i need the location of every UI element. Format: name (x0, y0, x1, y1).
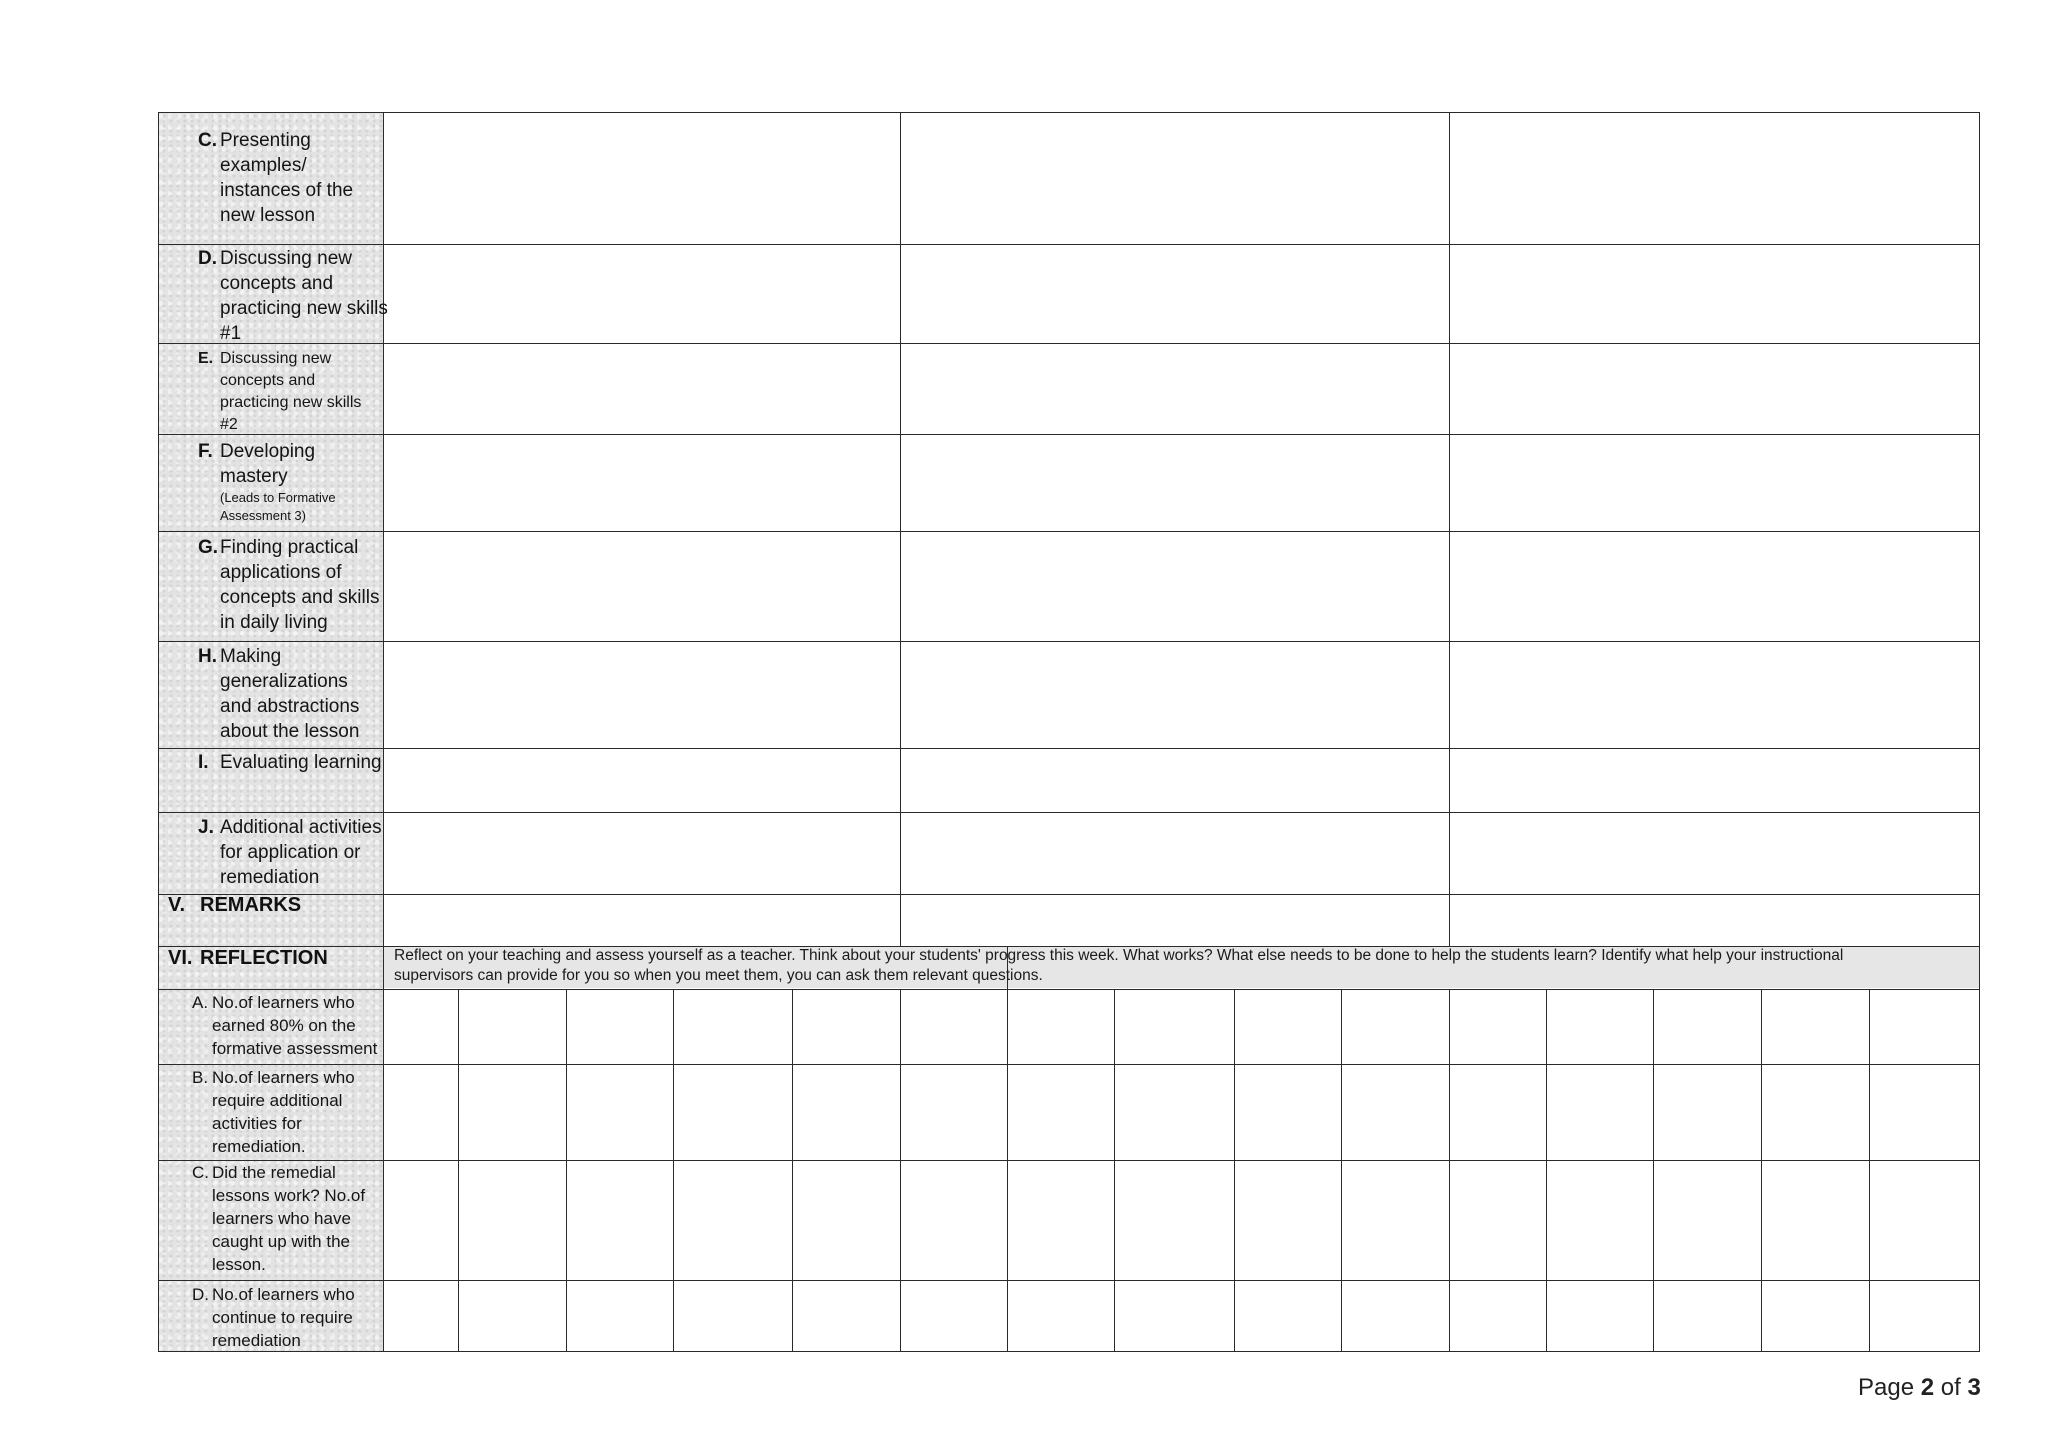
row-label-i (198, 750, 382, 775)
row-text: Developing (220, 441, 316, 462)
item-text: earned 80% on the (212, 1016, 356, 1035)
item-text: caught up with the (212, 1232, 350, 1251)
row-label-e (198, 348, 361, 436)
item-key: A. (192, 993, 209, 1012)
reflection-grid-divider (1869, 989, 1870, 1351)
reflection-heading (168, 947, 328, 970)
row-text: generalizations (220, 671, 348, 692)
row-divider (159, 989, 1979, 990)
reflection-grid-divider (792, 989, 793, 1351)
row-text: in daily living (220, 612, 328, 633)
row-key: F. (198, 441, 213, 462)
row-text: instances of the (220, 180, 354, 201)
item-text: learners who have (212, 1209, 351, 1228)
row-text: Evaluating learning (220, 752, 382, 773)
reflection-instructions: Reflect on your teaching and assess yourself as a teacher. Think about your students' progress this week. What works? What else needs to be done to help the students learn? Identify what help your instructional supervisors can provide for you so when you meet them, you can ask them relevant questions. (394, 947, 1844, 984)
row-key: D. (198, 248, 217, 269)
row-key: H. (198, 646, 217, 667)
reflection-grid-divider (1546, 989, 1547, 1351)
item-text: lessons work? No.of (212, 1186, 366, 1205)
reflection-item-d (192, 1283, 355, 1352)
lesson-log-table (158, 112, 1980, 1352)
item-key: B. (192, 1068, 209, 1087)
row-text: about the lesson (220, 721, 360, 742)
current-page: 2 (1920, 1374, 1935, 1401)
item-text: No.of learners who (212, 993, 355, 1012)
day-column-divider (1449, 113, 1450, 946)
reflection-grid-divider (900, 989, 901, 1351)
row-text: remediation (220, 867, 320, 888)
row-key: J. (198, 817, 214, 838)
row-text: Presenting (220, 130, 311, 151)
item-text: No.of learners who (212, 1285, 355, 1304)
row-text: #1 (220, 323, 242, 344)
row-text: Making (220, 646, 282, 667)
row-text: practicing new skills (220, 394, 362, 411)
reflection-grid-divider (458, 989, 459, 1351)
row-text: concepts and (220, 372, 316, 389)
row-divider (159, 641, 1979, 642)
section-title: REFLECTION (200, 947, 328, 969)
row-divider (159, 812, 1979, 813)
section-number: V. (168, 894, 186, 916)
reflection-grid-divider (673, 989, 674, 1351)
row-key: E. (198, 350, 214, 367)
reflection-grid-divider (1007, 946, 1008, 1351)
reflection-grid-divider (1341, 989, 1342, 1351)
remarks-heading (168, 894, 301, 917)
item-text: remediation (212, 1331, 301, 1350)
row-divider (159, 894, 1979, 895)
row-divider (159, 434, 1979, 435)
page-prefix: Page (1858, 1374, 1921, 1401)
row-text: examples/ (220, 155, 307, 176)
row-text: for application or (220, 842, 361, 863)
item-text: No.of learners who (212, 1068, 355, 1087)
row-label-g (198, 535, 379, 635)
row-label-f (198, 439, 336, 525)
row-text: #2 (220, 416, 238, 433)
row-divider (159, 1160, 1979, 1161)
reflection-item-c (192, 1161, 365, 1276)
row-text: and abstractions (220, 696, 360, 717)
row-label-c (198, 128, 353, 228)
row-text: practicing new skills (220, 298, 388, 319)
item-text: activities for (212, 1114, 302, 1133)
row-divider (159, 531, 1979, 532)
row-text: mastery (220, 466, 288, 487)
row-divider (159, 1280, 1979, 1281)
row-subtext: (Leads to Formative (220, 490, 336, 505)
row-key: C. (198, 130, 217, 151)
total-pages: 3 (1967, 1374, 1981, 1401)
row-divider (159, 343, 1979, 344)
item-key: C. (192, 1163, 209, 1182)
page-number (1858, 1374, 1981, 1402)
reflection-grid-divider (1449, 989, 1450, 1351)
section-title: REMARKS (200, 894, 302, 916)
row-text: concepts and (220, 273, 334, 294)
item-text: formative assessment (212, 1039, 378, 1058)
reflection-grid-divider (566, 989, 567, 1351)
row-text: applications of (220, 562, 342, 583)
row-label-j (198, 815, 382, 890)
row-text: Discussing new (220, 350, 332, 367)
reflection-grid-divider (1761, 989, 1762, 1351)
day-column-divider (900, 113, 901, 946)
item-text: remediation. (212, 1137, 306, 1156)
row-subtext: Assessment 3) (220, 508, 306, 523)
row-text: new lesson (220, 205, 316, 226)
row-key: G. (198, 537, 219, 558)
item-text: lesson. (212, 1255, 266, 1274)
item-text: require additional (212, 1091, 343, 1110)
row-divider (159, 244, 1979, 245)
row-divider (159, 748, 1979, 749)
reflection-item-a (192, 991, 377, 1060)
section-number: VI. (168, 947, 193, 969)
page-middle: of (1934, 1374, 1968, 1401)
row-divider (159, 1064, 1979, 1065)
row-label-d (198, 246, 388, 346)
reflection-grid-divider (1114, 989, 1115, 1351)
row-label-h (198, 644, 359, 744)
reflection-item-b (192, 1066, 355, 1158)
item-text: continue to require (212, 1308, 353, 1327)
reflection-grid-divider (1653, 989, 1654, 1351)
reflection-grid-divider (1234, 989, 1235, 1351)
item-key: D. (192, 1285, 209, 1304)
row-text: Discussing new (220, 248, 352, 269)
row-text: Additional activities (220, 817, 382, 838)
row-key: I. (198, 752, 209, 773)
row-text: Finding practical (220, 537, 359, 558)
item-text: Did the remedial (212, 1163, 336, 1182)
row-text: concepts and skills (220, 587, 380, 608)
